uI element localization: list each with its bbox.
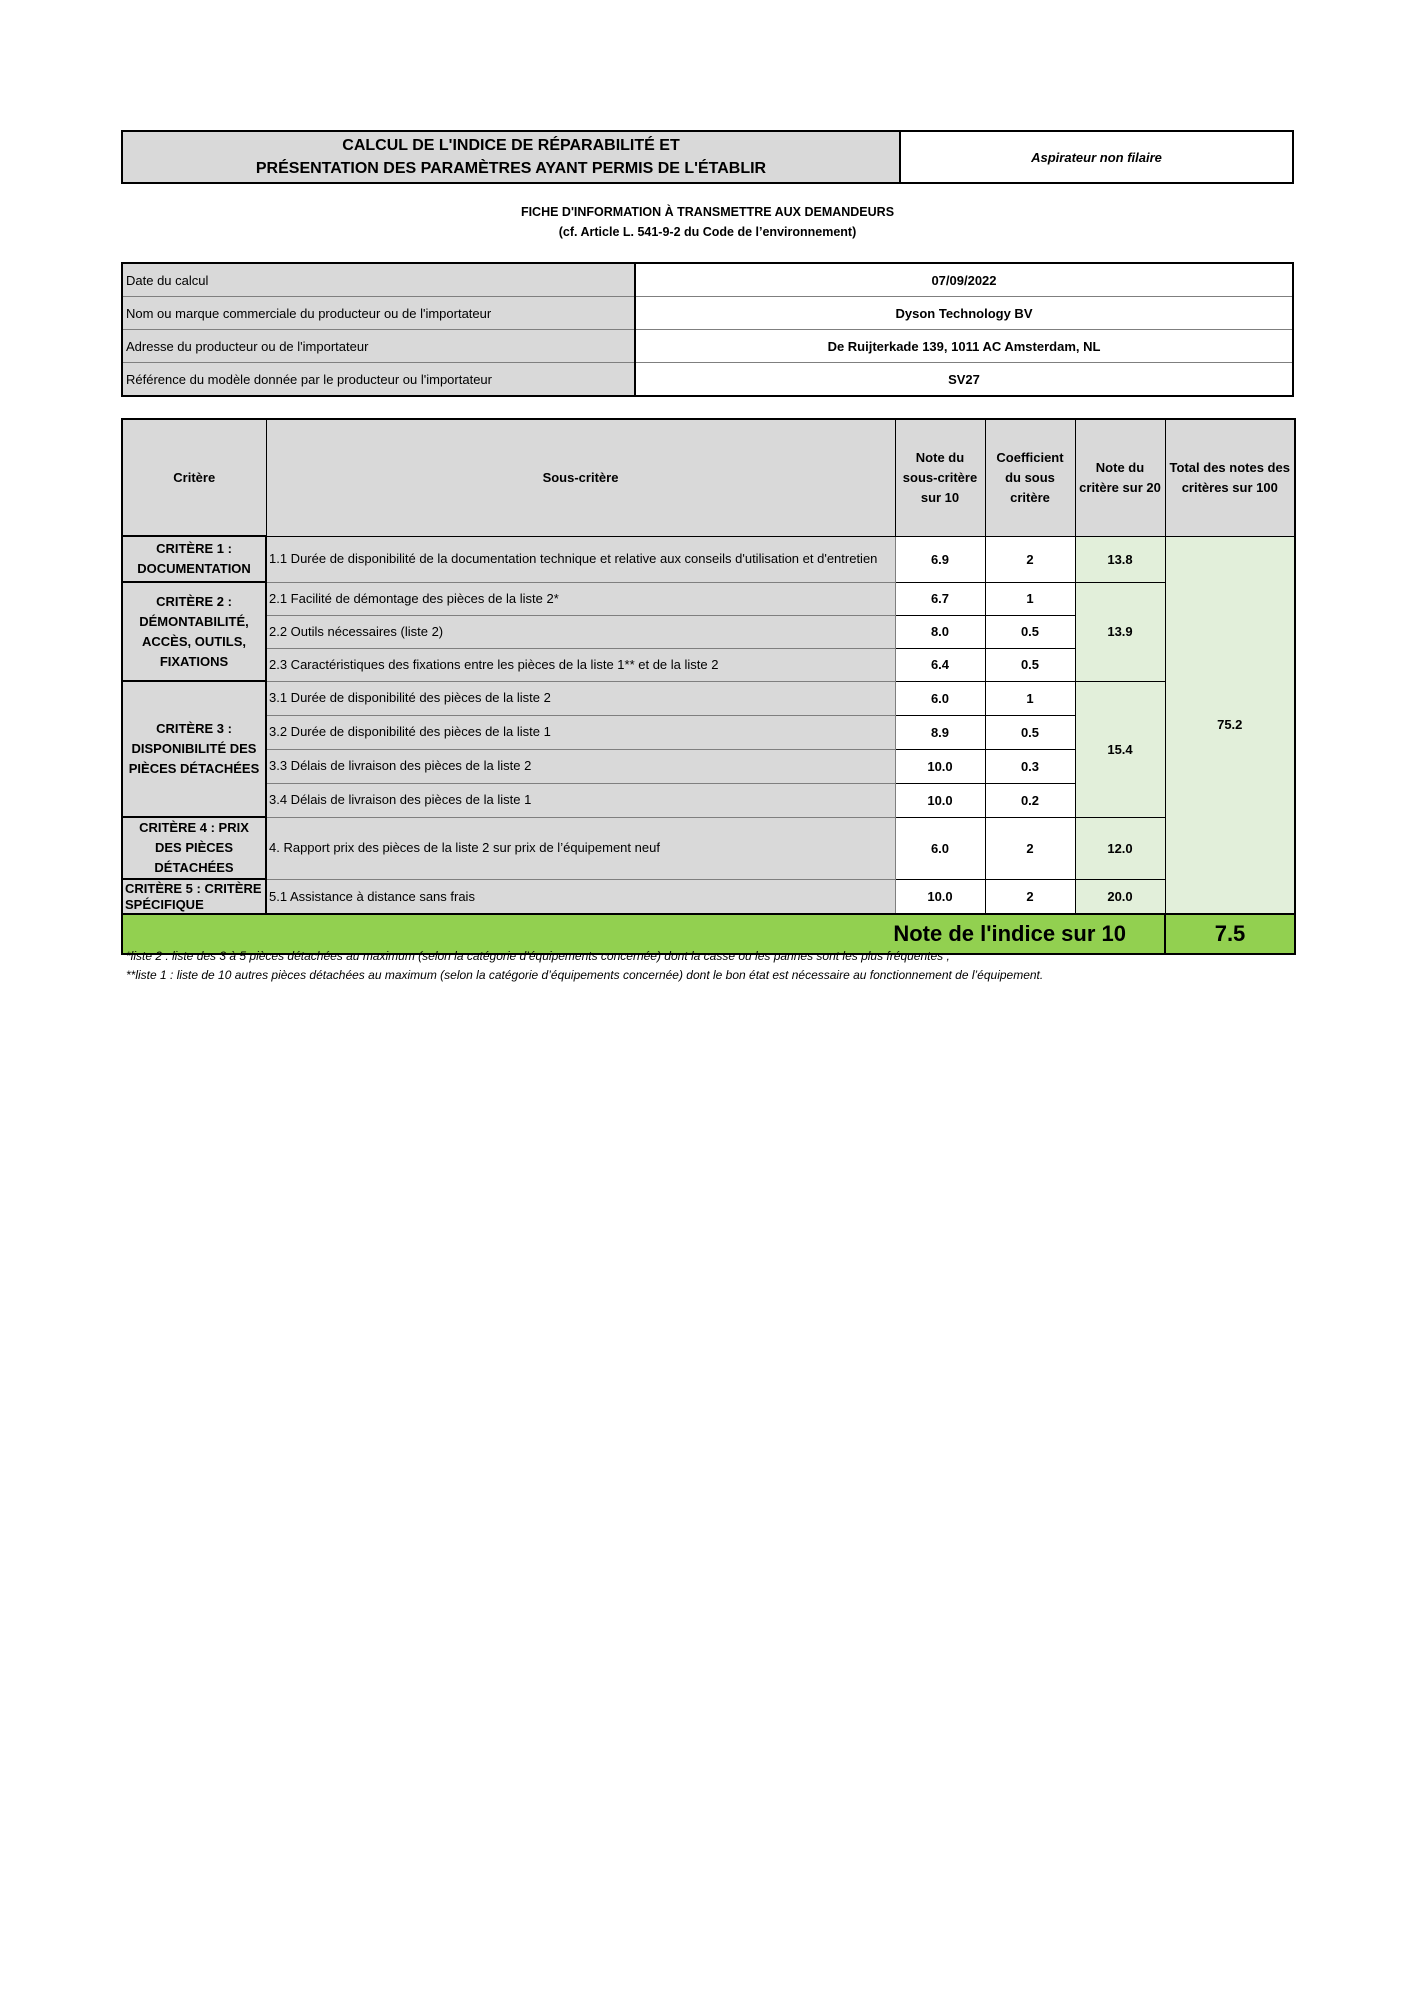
sub-criterion: 3.4 Délais de livraison des pièces de la liste 1 (266, 783, 895, 817)
final-score-value: 7.5 (1165, 914, 1295, 954)
sub-coef: 1 (985, 582, 1075, 615)
info-value: 07/09/2022 (635, 263, 1293, 297)
total-score: 75.2 (1165, 536, 1295, 914)
product-category: Aspirateur non filaire (1031, 149, 1162, 165)
fiche-subtitle (121, 202, 1294, 242)
sub-criterion: 4. Rapport prix des pièces de la liste 2 sur prix de l’équipement neuf (266, 817, 895, 879)
info-label: Date du calcul (122, 263, 635, 297)
fiche-line-2: (cf. Article L. 541-9-2 du Code de l’environnement) (558, 225, 857, 239)
sub-criterion: 2.1 Facilité de démontage des pièces de la liste 2* (266, 582, 895, 615)
col-critere: Critère (122, 419, 266, 536)
sub-coef: 0.3 (985, 749, 1075, 783)
criterion-score: 15.4 (1075, 681, 1165, 817)
table-row (122, 817, 1295, 879)
footnotes (126, 947, 1043, 985)
sub-coef: 2 (985, 879, 1075, 914)
info-row (122, 330, 1293, 363)
footnote-liste-2: *liste 2 : liste des 3 à 5 pièces détachées au maximum (selon la catégorie d’équipements concernée) dont la casse ou les pannes sont les plus fréquentes ; (126, 949, 950, 963)
sub-note: 6.0 (895, 681, 985, 715)
sub-criterion: 2.3 Caractéristiques des fixations entre les pièces de la liste 1** et de la liste 2 (266, 648, 895, 681)
sub-note: 6.0 (895, 817, 985, 879)
fiche-line-1: FICHE D'INFORMATION À TRANSMETTRE AUX DEMANDEURS (520, 205, 895, 219)
sub-criterion: 5.1 Assistance à distance sans frais (266, 879, 895, 914)
sub-coef: 0.5 (985, 615, 1075, 648)
sub-criterion: 1.1 Durée de disponibilité de la documentation technique et relative aux conseils d'utilisation et d'entretien (266, 536, 895, 582)
sub-coef: 2 (985, 536, 1075, 582)
document-title (123, 132, 901, 182)
sub-coef: 1 (985, 681, 1075, 715)
criterion-score: 13.8 (1075, 536, 1165, 582)
col-sous-critere: Sous-critère (266, 419, 895, 536)
repairability-table (121, 418, 1296, 955)
criterion-score: 20.0 (1075, 879, 1165, 914)
sub-criterion: 2.2 Outils nécessaires (liste 2) (266, 615, 895, 648)
sub-coef: 0.5 (985, 648, 1075, 681)
sub-coef: 2 (985, 817, 1075, 879)
col-note-critere: Note du critère sur 20 (1075, 419, 1165, 536)
table-row (122, 582, 1295, 615)
header-block (121, 130, 1294, 184)
table-row (122, 879, 1295, 914)
sub-coef: 0.2 (985, 783, 1075, 817)
info-table (121, 262, 1294, 397)
info-label: Nom ou marque commerciale du producteur ou de l'importateur (122, 297, 635, 330)
sub-note: 10.0 (895, 783, 985, 817)
col-note-sous: Note du sous-critère sur 10 (895, 419, 985, 536)
table-row (122, 681, 1295, 715)
final-score-label: Note de l'indice sur 10 (122, 914, 1165, 954)
col-coefficient: Coefficient du sous critère (985, 419, 1075, 536)
info-value: De Ruijterkade 139, 1011 AC Amsterdam, NL (635, 330, 1293, 363)
title-line-1: CALCUL DE L'INDICE DE RÉPARABILITÉ ET (342, 137, 680, 154)
info-row (122, 263, 1293, 297)
sub-note: 10.0 (895, 879, 985, 914)
info-row (122, 297, 1293, 330)
table-row (122, 536, 1295, 582)
sub-coef: 0.5 (985, 715, 1075, 749)
info-value: SV27 (635, 363, 1293, 397)
info-label: Référence du modèle donnée par le producteur ou l'importateur (122, 363, 635, 397)
sub-note: 6.9 (895, 536, 985, 582)
footnote-liste-1: **liste 1 : liste de 10 autres pièces détachées au maximum (selon la catégorie d’équipements concernée) dont le bon état est nécessaire au fonctionnement de l’équipement. (126, 968, 1044, 982)
sub-criterion: 3.1 Durée de disponibilité des pièces de la liste 2 (266, 681, 895, 715)
sub-note: 8.9 (895, 715, 985, 749)
info-row (122, 363, 1293, 397)
criterion-score: 13.9 (1075, 582, 1165, 681)
sub-note: 6.4 (895, 648, 985, 681)
sub-note: 6.7 (895, 582, 985, 615)
criterion-score: 12.0 (1075, 817, 1165, 879)
sub-note: 10.0 (895, 749, 985, 783)
title-line-2: PRÉSENTATION DES PARAMÈTRES AYANT PERMIS DE L'ÉTABLIR (255, 160, 767, 177)
criterion-4: CRITÈRE 4 : PRIX DES PIÈCES DÉTACHÉES (122, 817, 266, 879)
sub-criterion: 3.2 Durée de disponibilité des pièces de la liste 1 (266, 715, 895, 749)
criterion-3: CRITÈRE 3 : DISPONIBILITÉ DES PIÈCES DÉTACHÉES (122, 681, 266, 817)
table-header-row (122, 419, 1295, 536)
sub-criterion: 3.3 Délais de livraison des pièces de la liste 2 (266, 749, 895, 783)
info-value: Dyson Technology BV (635, 297, 1293, 330)
info-label: Adresse du producteur ou de l'importateur (122, 330, 635, 363)
sub-note: 8.0 (895, 615, 985, 648)
col-total: Total des notes des critères sur 100 (1165, 419, 1295, 536)
criterion-5: CRITÈRE 5 : CRITÈRE SPÉCIFIQUE (122, 879, 266, 914)
criterion-1: CRITÈRE 1 : DOCUMENTATION (122, 536, 266, 582)
criterion-2: CRITÈRE 2 : DÉMONTABILITÉ, ACCÈS, OUTILS, FIXATIONS (122, 582, 266, 681)
